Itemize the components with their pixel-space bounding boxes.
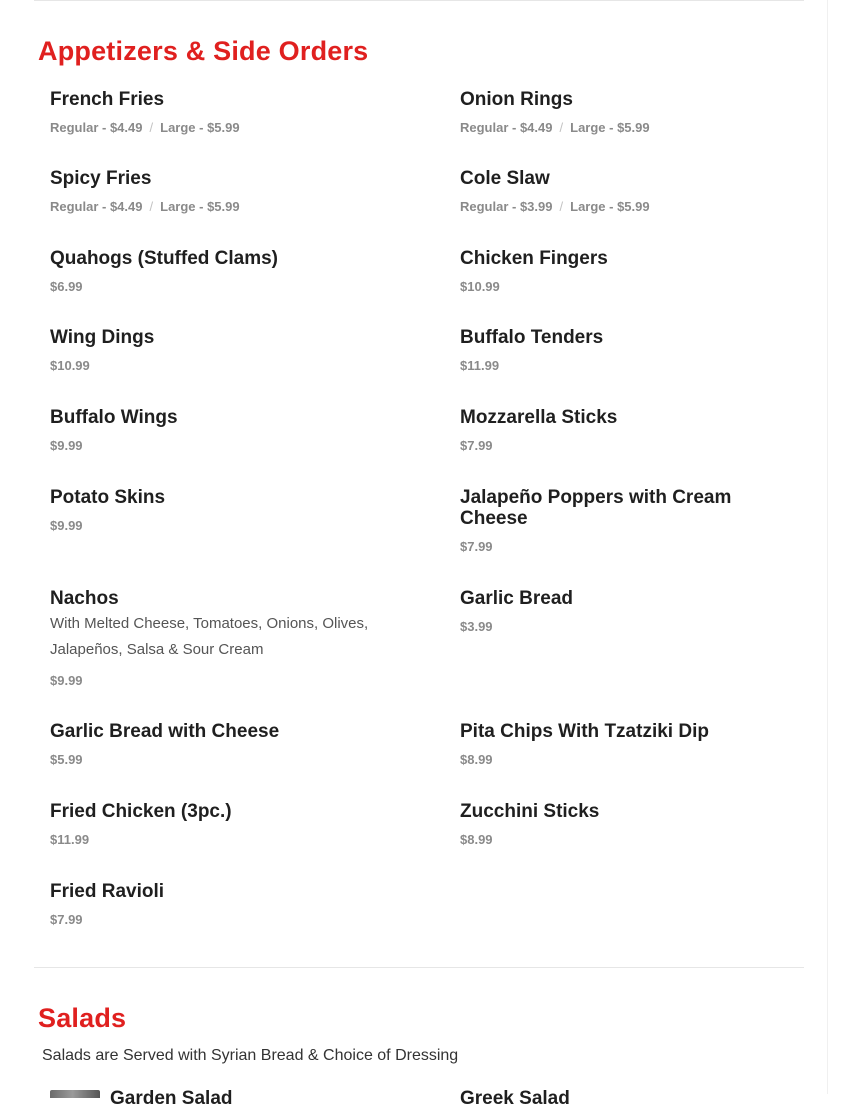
price-separator: /	[149, 120, 154, 135]
menu-item-jalape-o-poppers-with-cream-cheese[interactable]	[460, 487, 800, 554]
menu-item-zucchini-sticks[interactable]	[460, 801, 800, 847]
menu-item-prices	[50, 438, 400, 453]
menu-item-name: Onion Rings	[460, 89, 573, 110]
menu-item-name: Mozzarella Sticks	[460, 407, 618, 428]
menu-item-spicy-fries[interactable]	[50, 168, 400, 214]
section-divider	[34, 967, 804, 968]
price-option: $6.99	[50, 279, 83, 294]
menu-item-prices	[460, 279, 800, 294]
menu-item-prices	[50, 199, 400, 214]
menu-item-prices	[50, 358, 400, 373]
menu-item-name: Fried Ravioli	[50, 881, 165, 902]
menu-item-pita-chips-with-tzatziki-dip[interactable]	[460, 721, 800, 767]
price-option: $9.99	[50, 673, 83, 688]
menu-item-prices	[460, 120, 800, 135]
menu-item-buffalo-wings[interactable]	[50, 407, 400, 453]
price-option: $11.99	[460, 358, 500, 373]
garden-salad-thumbnail[interactable]	[50, 1090, 100, 1098]
menu-item-fried-chicken-3pc[interactable]	[50, 801, 400, 847]
menu-item-chicken-fingers[interactable]	[460, 248, 800, 294]
price-option: Large - $5.99	[570, 199, 650, 214]
price-option: Regular - $4.49	[460, 120, 553, 135]
menu-item-prices	[460, 358, 800, 373]
price-option: $10.99	[50, 358, 90, 373]
menu-item-prices	[50, 673, 400, 688]
menu-item-name: Quahogs (Stuffed Clams)	[50, 248, 279, 269]
menu-item-name: Nachos	[50, 588, 119, 609]
menu-item-name: Pita Chips With Tzatziki Dip	[460, 721, 709, 742]
menu-item-prices	[50, 120, 400, 135]
menu-item-name: Buffalo Wings	[50, 407, 178, 428]
menu-item-name: Chicken Fingers	[460, 248, 608, 269]
price-separator: /	[559, 120, 564, 135]
menu-item-prices	[460, 752, 800, 767]
price-option: Large - $5.99	[160, 120, 240, 135]
menu-item-prices	[50, 279, 400, 294]
price-separator: /	[559, 199, 564, 214]
menu-item-wing-dings[interactable]	[50, 327, 400, 373]
menu-item-description: With Melted Cheese, Tomatoes, Onions, Olives, Jalapeños, Salsa & Sour Cream	[50, 615, 369, 658]
price-option: Regular - $3.99	[460, 199, 553, 214]
menu-item-onion-rings[interactable]	[460, 89, 800, 135]
price-option: $7.99	[460, 438, 493, 453]
appetizers-title: Appetizers & Side Orders	[38, 36, 369, 66]
menu-item-prices	[50, 752, 400, 767]
menu-item-buffalo-tenders[interactable]	[460, 327, 800, 373]
menu-item-potato-skins[interactable]	[50, 487, 400, 533]
price-option: $3.99	[460, 619, 493, 634]
menu-item-name: Jalapeño Poppers with Cream Cheese	[460, 487, 732, 529]
menu-item-nachos[interactable]	[50, 588, 400, 688]
top-divider	[34, 0, 804, 1]
menu-item-name: Wing Dings	[50, 327, 155, 348]
price-option: Regular - $4.49	[50, 120, 143, 135]
price-option: $7.99	[50, 912, 83, 927]
menu-item-french-fries[interactable]	[50, 89, 400, 135]
menu-item-prices	[50, 912, 400, 927]
menu-item-name: Garlic Bread with Cheese	[50, 721, 280, 742]
price-option: $5.99	[50, 752, 83, 767]
menu-item-name: French Fries	[50, 89, 165, 110]
menu-item-prices	[460, 619, 800, 634]
price-option: Large - $5.99	[570, 120, 650, 135]
menu-item-name: Buffalo Tenders	[460, 327, 604, 348]
menu-item-prices	[50, 518, 400, 533]
price-option: $9.99	[50, 438, 83, 453]
price-option: $7.99	[460, 539, 493, 554]
menu-item-garlic-bread[interactable]	[460, 588, 800, 634]
price-option: Large - $5.99	[160, 199, 240, 214]
salads-note: Salads are Served with Syrian Bread & Choice of Dressing	[42, 1047, 459, 1064]
menu-item-greek-salad-name[interactable]: Greek Salad	[460, 1088, 570, 1109]
menu-item-mozzarella-sticks[interactable]	[460, 407, 800, 453]
menu-item-prices	[460, 832, 800, 847]
menu-item-name: Potato Skins	[50, 487, 166, 508]
salads-title: Salads	[38, 1003, 127, 1033]
menu-item-prices	[50, 832, 400, 847]
menu-item-name: Spicy Fries	[50, 168, 152, 189]
menu-item-name: Cole Slaw	[460, 168, 550, 189]
menu-item-prices	[460, 438, 800, 453]
menu-item-fried-ravioli[interactable]	[50, 881, 400, 927]
menu-item-name: Zucchini Sticks	[460, 801, 600, 822]
menu-item-name: Garlic Bread	[460, 588, 573, 609]
menu-item-prices	[460, 199, 800, 214]
price-option: $10.99	[460, 279, 500, 294]
menu-item-garlic-bread-with-cheese[interactable]	[50, 721, 400, 767]
menu-item-prices	[460, 539, 800, 554]
price-option: $9.99	[50, 518, 83, 533]
price-option: $8.99	[460, 832, 493, 847]
menu-item-quahogs-stuffed-clams[interactable]	[50, 248, 400, 294]
menu-item-cole-slaw[interactable]	[460, 168, 800, 214]
page-edge	[827, 0, 828, 1094]
menu-item-name: Fried Chicken (3pc.)	[50, 801, 232, 822]
menu-item-garden-salad-name[interactable]: Garden Salad	[110, 1088, 233, 1109]
price-option: Regular - $4.49	[50, 199, 143, 214]
price-option: $8.99	[460, 752, 493, 767]
price-separator: /	[149, 199, 154, 214]
price-option: $11.99	[50, 832, 90, 847]
